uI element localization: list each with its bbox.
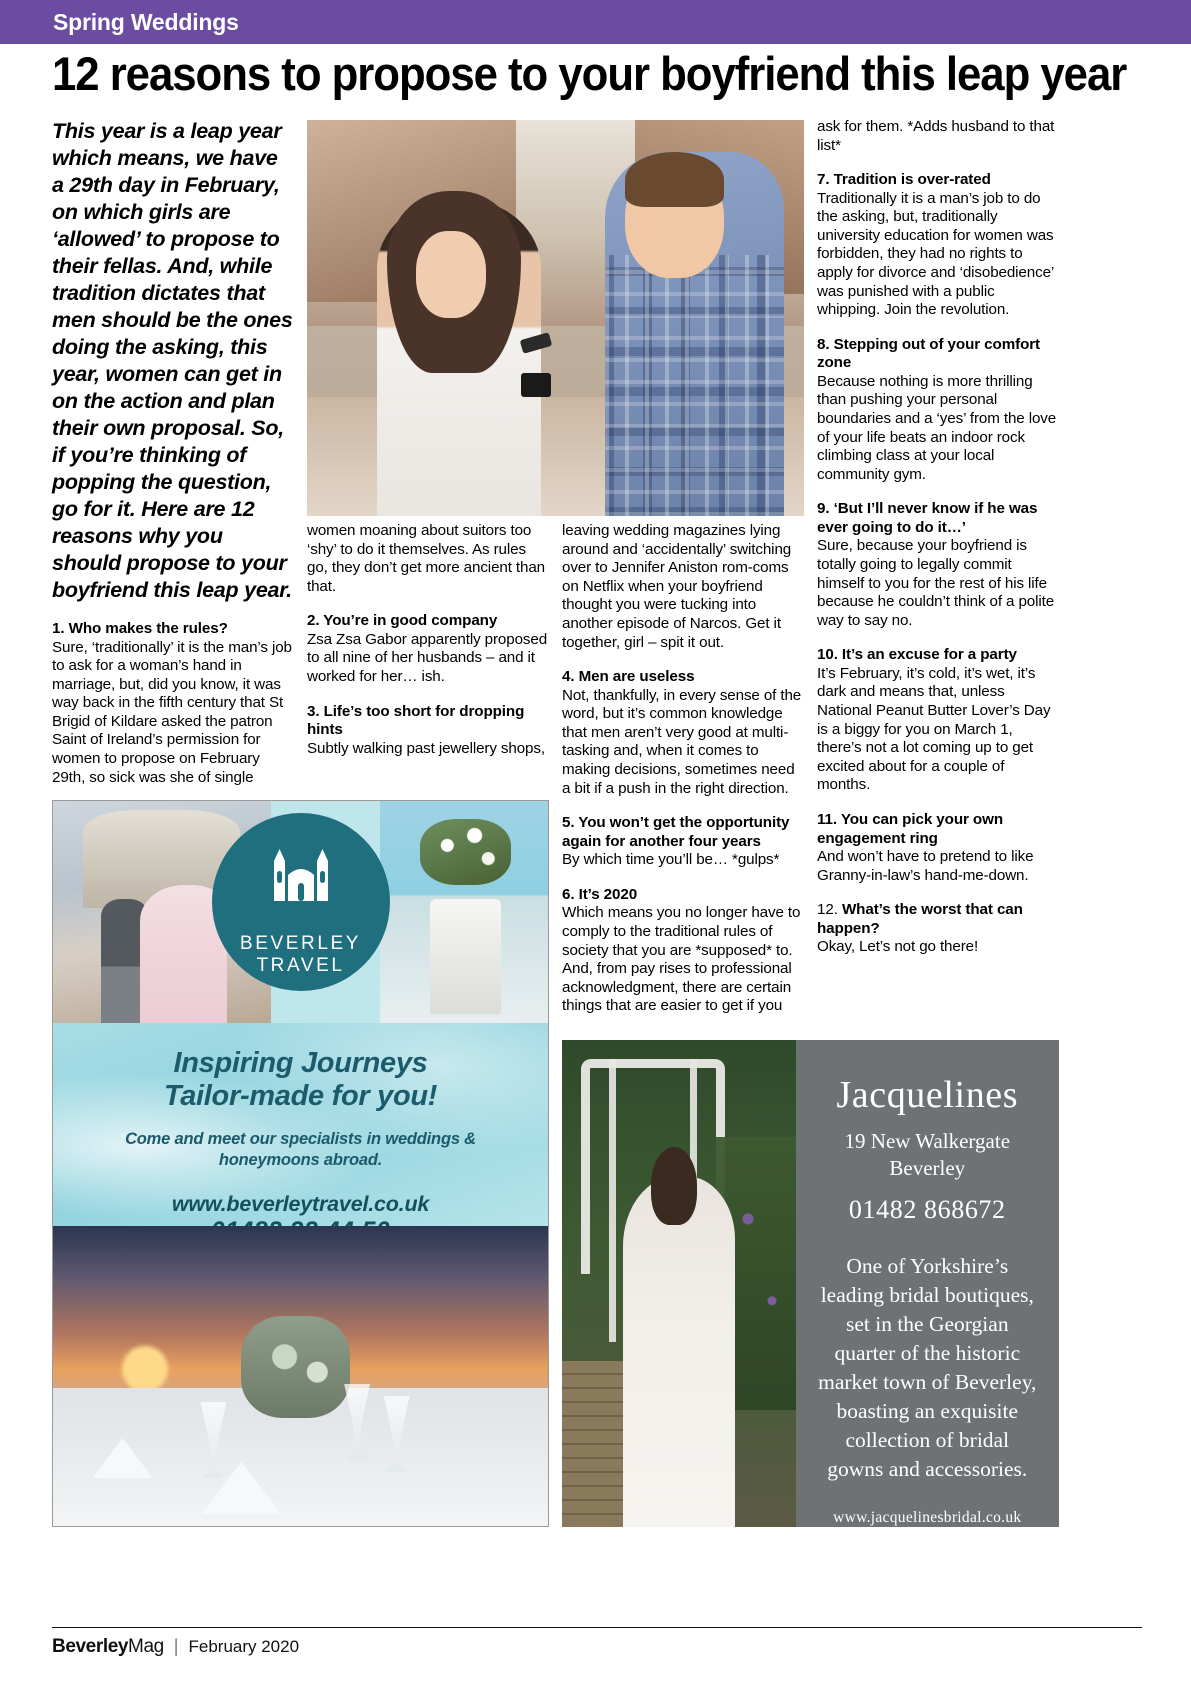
article-item-heading: 10. It’s an excuse for a party	[817, 646, 1017, 664]
article-item-body: leaving wedding magazines lying around and ‘accidentally’ switching over to Jennifer Aniston rom-coms on Netflix when your boyfriend thought you were tucking into another episode of Narcos. Get it together, girl – spit it out.	[562, 522, 792, 651]
page-footer	[52, 1627, 1142, 1658]
article-item-heading-text: What’s the worst that can happen?	[817, 901, 1023, 937]
article-item-6-continued	[817, 118, 1059, 155]
advert-copy-panel	[53, 1023, 548, 1228]
article-item-heading: 8. Stepping out of your comfort zone	[817, 335, 1041, 372]
advert-website[interactable]: www.jacquelinesbridal.co.uk	[833, 1509, 1022, 1526]
article-item-3	[307, 703, 549, 759]
article-column-4	[817, 118, 1059, 957]
hero-man-plaid-shirt	[605, 255, 784, 516]
article-item-1-continued	[307, 522, 549, 596]
article-item-10	[817, 646, 1059, 795]
advert-business-name: Jacquelines	[836, 1074, 1019, 1116]
article-item-1	[52, 620, 294, 787]
article-item-heading	[817, 901, 1059, 938]
ceremony-chair	[430, 899, 501, 1014]
footer-separator: |	[173, 1636, 179, 1656]
logo-line-1: BEVERLEY	[239, 933, 362, 954]
advert-address	[818, 1128, 1037, 1182]
article-column-2	[307, 522, 549, 758]
article-item-body: Traditionally it is a man’s job to do the asking, but, traditionally university education for women was forbidden, they had no rights to apply for divorce and ‘disobedience’ was punished with a public whipping. Join the revolution.	[817, 189, 1054, 319]
article-item-heading: 7. Tradition is over-rated	[817, 171, 991, 189]
article-item-12	[817, 901, 1059, 957]
article-item-heading: 3. Life’s too short for dropping hints	[307, 702, 525, 739]
hero-man-hair	[625, 152, 724, 207]
article-item-7	[817, 171, 1059, 320]
sun-shape	[122, 1346, 168, 1392]
article-item-number: 12.	[817, 901, 842, 919]
article-item-heading: 11. You can pick your own engagement ring	[817, 811, 1003, 847]
article-column-3	[562, 522, 804, 1016]
article-item-body: Which means you no longer have to comply to the traditional rules of society that you are *supposed* to. And, from pay rises to professional acknowledgment, there are certain things that are easier to get if you	[562, 904, 801, 1015]
page-title: 12 reasons to propose to your boyfriend this leap year	[52, 47, 1127, 100]
article-item-body: Sure, because your boyfriend is totally going to legally commit himself to you for the rest of his life because he couldn’t think of a polite way to say no.	[817, 537, 1055, 629]
advert-blurb: One of Yorkshire’s leading bridal boutiques, set in the Georgian quarter of the historic market town of Beverley, boasting an exquisite collection of bridal gowns and accessories.	[818, 1254, 1037, 1481]
article-item-heading: 5. You won’t get the opportunity again for another four years	[562, 814, 790, 850]
table-centerpiece	[241, 1316, 350, 1418]
article-item-body: Zsa Zsa Gabor apparently proposed to all nine of her husbands – and it worked for her… ish.	[307, 630, 548, 686]
article-item-body: Because nothing is more thrilling than pushing your personal boundaries and a ‘yes’ from the love of your life beats an indoor rock climbing class at your local community gym.	[817, 372, 1057, 483]
floral-arch	[420, 819, 511, 886]
article-item-heading: 4. Men are useless	[562, 668, 695, 686]
advert-photo-beach-ceremony	[380, 801, 548, 1023]
article-item-body: Subtly walking past jewellery shops,	[307, 739, 545, 757]
standfirst: This year is a leap year which means, we have a 29th day in February, on which girls are ‘allowed’ to propose to their fellas. And, while tradition dictates that men should be the ones doing the asking, this year, women can get in on the action and plan their own proposal. So, if you’re thinking of popping the question, go for it. Here are 12 reasons why you should propose to your boyfriend this leap year.	[52, 119, 293, 602]
section-kicker: Spring Weddings	[53, 9, 239, 35]
article-item-body: women moaning about suitors too ‘shy’ to do it themselves. As rules go, they don’t get more ancient than that.	[307, 522, 545, 595]
article-item-body: Not, thankfully, in every sense of the word, but it’s common knowledge that men aren’t very good at multi-tasking and, when it comes to making decisions, sometimes need a bit if a push in the right direction.	[562, 686, 802, 797]
masthead-logo-bold: Beverley	[52, 1636, 129, 1657]
article-item-9	[817, 500, 1059, 630]
article-item-5	[562, 814, 804, 870]
article-item-heading: 1. Who makes the rules?	[52, 620, 228, 637]
advert-photo-sunset-dinner	[53, 1226, 548, 1526]
article-item-heading: 6. It’s 2020	[562, 885, 638, 903]
logo-line-2: TRAVEL	[256, 955, 345, 976]
advert-address-line-1: 19 New Walkergate	[844, 1129, 1011, 1153]
masthead-logo	[52, 1636, 164, 1658]
advert-subhead: Come and meet our specialists in weddings & honeymoons abroad.	[125, 1130, 476, 1169]
bride-in-gown	[623, 1176, 735, 1527]
advert-copy-panel	[796, 1040, 1059, 1527]
advert-headline-line-1: Inspiring Journeys	[173, 1047, 428, 1079]
article-column-1	[52, 118, 294, 787]
advert-headline	[53, 1047, 548, 1113]
advert-beverley-travel[interactable]	[52, 800, 549, 1527]
bride-hair	[651, 1147, 698, 1225]
hero-woman-face	[416, 231, 486, 318]
advert-headline-line-2: Tailor-made for you!	[163, 1080, 438, 1112]
article-item-body: It’s February, it’s cold, it’s wet, it’s dark and means that, unless National Peanut Butter Lover’s Day is a biggy for you on March 1, there’s not a lot coming up to get excited about for a couple of months.	[817, 664, 1051, 794]
advert-jacquelines[interactable]	[562, 1040, 1059, 1527]
beverley-travel-logo	[212, 813, 390, 991]
article-item-heading: 2. You’re in good company	[307, 612, 498, 630]
article-item-11	[817, 811, 1059, 885]
article-item-body: ask for them. *Adds husband to that list*	[817, 118, 1055, 154]
advert-website[interactable]: www.beverleytravel.co.uk	[171, 1192, 430, 1216]
article-item-body: Okay, Let’s not go there!	[817, 938, 979, 956]
advert-address-line-2: Beverley	[889, 1156, 966, 1180]
minster-icon	[264, 837, 338, 911]
article-item-6	[562, 886, 804, 1016]
article-item-body: Sure, ‘traditionally’ it is the man’s job to ask for a woman’s hand in marriage, but, did you know, it was way back in the fifth century that St Brigid of Kildare asked the patron Saint of Ireland’s permission for women to propose on February 29th, so sick was she of single	[52, 638, 292, 786]
advert-photo-bride-garden	[562, 1040, 796, 1527]
article-item-3-continued	[562, 522, 804, 652]
article-item-body: And won’t have to pretend to like Granny-in-law’s hand-me-down.	[817, 848, 1034, 884]
hero-ring-box	[521, 373, 551, 397]
hero-proposal-photo	[307, 120, 804, 516]
article-item-heading: 9. ‘But I’ll never know if he was ever going to do it…’	[817, 500, 1038, 536]
article-item-4	[562, 668, 804, 798]
article-item-2	[307, 612, 549, 686]
issue-date: February 2020	[188, 1637, 300, 1656]
masthead-logo-light: Mag	[128, 1636, 164, 1657]
article-item-8	[817, 336, 1059, 485]
article-item-body: By which time you’ll be… *gulps*	[562, 851, 780, 869]
stone-wall	[562, 1361, 623, 1527]
advert-phone[interactable]: 01482 868672	[848, 1195, 1006, 1224]
